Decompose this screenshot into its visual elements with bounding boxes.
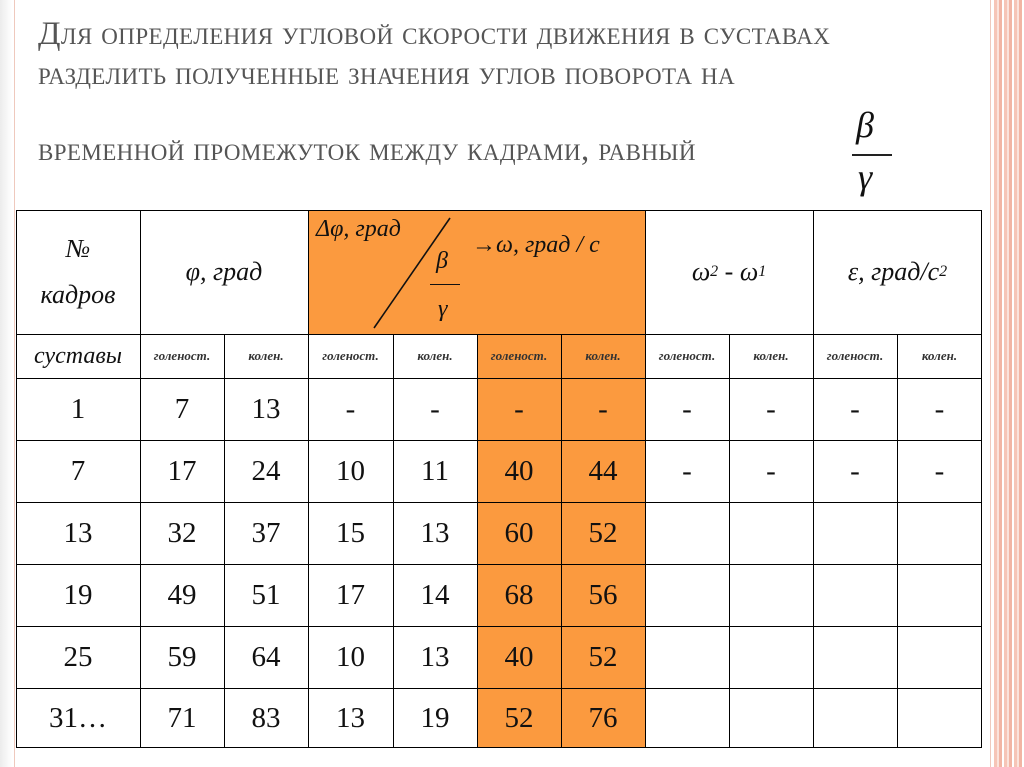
frame-number-cell: 19 (63, 578, 93, 611)
header-frames (16, 210, 140, 334)
table-grid-line (477, 334, 478, 748)
table-cell: - (934, 392, 945, 425)
table-cell: 13 (420, 640, 450, 673)
frame-number-cell: 25 (63, 640, 93, 673)
table-grid-line (729, 334, 730, 748)
header-frames-no: № (65, 234, 91, 263)
header-phi: φ, град (185, 257, 263, 286)
table-cell (645, 502, 729, 564)
table-cell: 68 (504, 578, 534, 611)
header-omega-formula (308, 210, 645, 334)
table-cell: 32 (167, 516, 197, 549)
table-cell (897, 564, 982, 626)
header-frames-label: кадров (40, 280, 116, 309)
table-cell: 71 (167, 701, 197, 734)
epsilon-sup: 2 (939, 263, 948, 280)
table-cell (897, 688, 982, 748)
table-cell: 19 (420, 701, 450, 734)
table-cell (813, 502, 897, 564)
table-grid-line (16, 564, 982, 565)
table-grid-line (16, 747, 982, 748)
subheader-knee: колен. (248, 348, 284, 363)
table-cell: 64 (251, 640, 281, 673)
table-grid-line (645, 210, 646, 748)
table-grid-line (16, 502, 982, 503)
subheader-joints: суставы (33, 342, 123, 369)
table-cell: - (430, 392, 440, 425)
frame-number-cell: 31… (49, 701, 107, 734)
table-cell: - (514, 392, 524, 425)
table-cell: 59 (167, 640, 197, 673)
subheader-ankle: голеност. (658, 348, 716, 363)
table-cell: - (766, 454, 776, 487)
header-fraction-bar (430, 284, 460, 285)
table-cell: 13 (251, 392, 281, 425)
table-cell: 44 (588, 454, 618, 487)
table-cell (729, 626, 813, 688)
table-cell: - (850, 392, 860, 425)
table-grid-line (16, 688, 982, 689)
table-grid-line (897, 334, 898, 748)
table-grid-line (16, 210, 17, 748)
table-cell: 11 (421, 454, 449, 487)
fraction-denominator: γ (858, 157, 873, 197)
header-omega-diff (645, 210, 813, 334)
table-grid-line (16, 378, 982, 379)
subheader-knee: колен. (753, 348, 789, 363)
table-cell: - (850, 454, 860, 487)
frame-number-cell: 7 (70, 454, 86, 487)
frame-number-cell: 13 (63, 516, 93, 549)
table-cell: - (682, 454, 692, 487)
table-cell (813, 564, 897, 626)
table-cell: 17 (167, 454, 197, 487)
table-cell: 10 (336, 640, 365, 673)
table-cell: - (766, 392, 776, 425)
table-cell (729, 688, 813, 748)
table-grid-line (16, 210, 982, 211)
table-grid-line (308, 210, 309, 748)
table-cell: 52 (588, 516, 618, 549)
header-delta-phi: Δφ, град (316, 216, 401, 242)
table-cell: 13 (420, 516, 450, 549)
slide-title-line-2: разделить полученные значения углов поворота на (38, 56, 736, 92)
header-gamma: γ (438, 296, 448, 322)
table-grid-line (16, 440, 982, 441)
slide-title-line-3: временной промежуток между кадрами, равный (38, 132, 696, 168)
table-cell (645, 564, 729, 626)
table-cell: 37 (251, 516, 281, 549)
omega-dash: - ω (718, 257, 759, 286)
subheader-ankle: голеност. (322, 348, 379, 363)
subheader-ankle: голеност. (490, 348, 548, 363)
table-cell: - (682, 392, 692, 425)
table-cell (897, 502, 982, 564)
table-cell: 52 (588, 640, 618, 673)
epsilon-label: ε, град/с (847, 257, 940, 286)
table-grid-line (981, 210, 982, 748)
slide-frame-line (14, 0, 15, 767)
table-cell: 14 (420, 578, 450, 611)
table-cell: 10 (336, 454, 365, 487)
header-epsilon (813, 210, 982, 334)
slide-decorative-band (994, 0, 1024, 767)
table-grid-line (16, 626, 982, 627)
table-cell: 17 (336, 578, 365, 611)
subheader-ankle: голеност. (826, 348, 884, 363)
slide-frame-line (990, 0, 991, 767)
table-cell: 76 (588, 701, 618, 734)
table-grid-line (561, 334, 562, 748)
subheader-knee: колен. (921, 348, 958, 363)
table-grid-line (393, 334, 394, 748)
omega-symbol: ω (691, 257, 711, 286)
table-cell: 40 (504, 454, 534, 487)
table-cell: 49 (167, 578, 197, 611)
header-beta: β (436, 248, 448, 274)
table-cell: 56 (588, 578, 618, 611)
data-table (16, 210, 982, 748)
table-cell (729, 564, 813, 626)
frame-number-cell: 1 (70, 392, 86, 425)
table-cell: - (598, 392, 608, 425)
table-cell: - (934, 454, 945, 487)
subheader-knee: колен. (585, 348, 621, 363)
fraction-numerator: β (856, 105, 874, 145)
slide-frame-shadow (0, 0, 12, 767)
slide-title-line-1: Для определения угловой скорости движения в суставах (38, 16, 831, 52)
table-cell: 51 (251, 578, 281, 611)
table-cell (813, 626, 897, 688)
table-cell: 24 (251, 454, 281, 487)
omega-sub-1: 1 (758, 263, 767, 280)
table-cell (645, 688, 729, 748)
table-cell (645, 626, 729, 688)
table-cell: 7 (174, 392, 190, 425)
subheader-ankle: голеност. (153, 348, 211, 363)
table-cell: 60 (504, 516, 534, 549)
table-cell (813, 688, 897, 748)
header-omega: →ω, град / с (472, 232, 600, 258)
table-grid-line (140, 210, 141, 748)
table-grid-line (813, 210, 814, 748)
subheader-knee: колен. (417, 348, 453, 363)
table-grid-line (224, 334, 225, 748)
omega-sub-2: 2 (710, 263, 719, 280)
title-fraction (852, 104, 896, 204)
table-grid-line (16, 334, 982, 335)
table-cell: 52 (504, 701, 534, 734)
table-cell: - (345, 392, 356, 425)
table-cell (897, 626, 982, 688)
table-cell: 40 (504, 640, 534, 673)
table-cell (729, 502, 813, 564)
table-cell: 15 (336, 516, 365, 549)
table-cell: 83 (251, 701, 281, 734)
table-cell: 13 (336, 701, 365, 734)
